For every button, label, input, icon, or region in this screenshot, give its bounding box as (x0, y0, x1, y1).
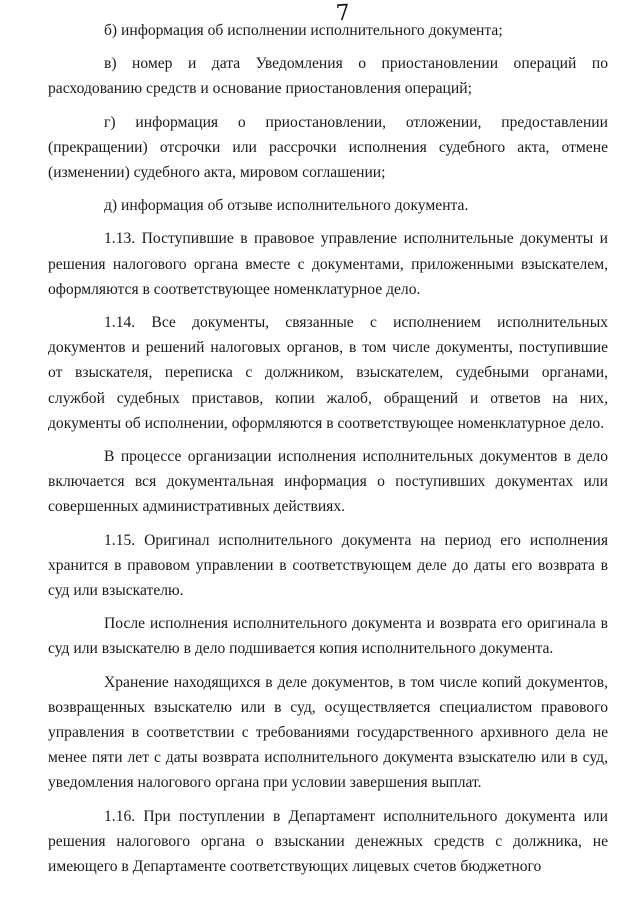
paragraph-1-15-copy: После исполнения исполнительного документа и возврата его оригинала в суд или взыскателю в дело подшивается копия исполнительного документа. (48, 615, 608, 658)
paragraph-1-15-storage: Хранение находящихся в деле документов, в том числе копий документов, возвращенных взыскателю или в суд, осуществляется специалистом правового управления в соответствии с требованиями государственного архивного дела не менее пяти лет с даты возврата исполнительного документа взыскателю или в суд, уведомления налогового органа при условии завершения выплат. (48, 673, 608, 792)
paragraph-item-v: в) номер и дата Уведомления о приостановлении операций по расходованию средств и основание приостановления операций; (48, 55, 608, 98)
handwritten-page-number: 7 (335, 0, 351, 27)
paragraph-1-13: 1.13. Поступившие в правовое управление исполнительные документы и решения налогового органа вместе с документами, приложенными взыскателем, оформляются в соответствующее номенклатурное дело. (48, 230, 608, 298)
document-body (48, 18, 608, 879)
paragraph-1-14-continued: В процессе организации исполнения исполнительных документов в дело включается вся документальная информация о поступивших документах или совершенных административных действиях. (48, 448, 608, 516)
paragraph-1-14: 1.14. Все документы, связанные с исполнением исполнительных документов и решений налоговых органов, в том числе документы, поступившие от взыскателя, переписка с должником, взыскателем, судебными органами, службой судебных приставов, копии жалоб, обращений и ответов на них, документы об исполнении, оформляются в соответствующее номенклатурное дело. (48, 314, 608, 432)
paragraph-1-15: 1.15. Оригинал исполнительного документа на период его исполнения хранится в правовом управлении в соответствующем деле до даты его возврата в суд или взыскателю. (48, 531, 608, 600)
paragraph-1-16: 1.16. При поступлении в Департамент исполнительного документа или решения налогового органа о взыскании денежных средств с должника, не имеющего в Департаменте соответствующих лицевых счетов бюджетного (48, 807, 608, 876)
paragraph-item-d: д) информация об отзыве исполнительного документа. (104, 197, 469, 215)
paragraph-item-g: г) информация о приостановлении, отложении, предоставлении (прекращении) отсрочки или рассрочки исполнения судебного акта, отмене (изменении) судебного акта, мировом соглашении; (48, 113, 608, 182)
paragraph-item-b: б) информация об исполнении исполнительного документа; (104, 22, 503, 39)
